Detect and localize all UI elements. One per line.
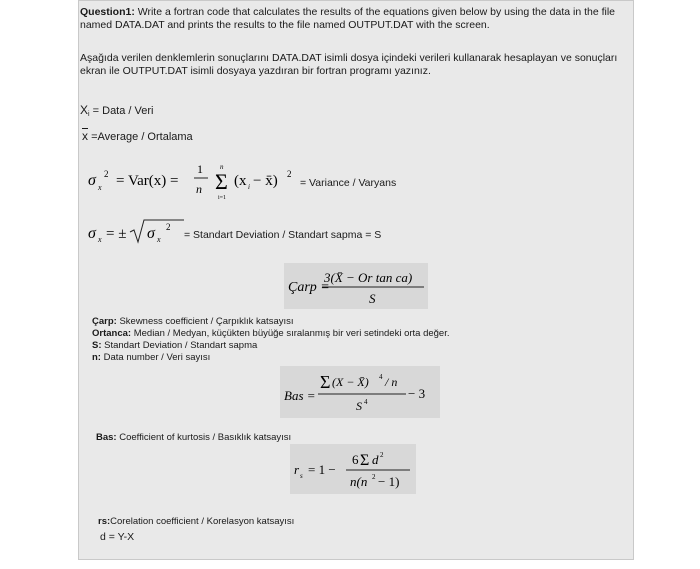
stddev-formula bbox=[84, 212, 194, 252]
note-ortanca: Ortanca: Median / Medyan, küçükten büyüğe sıralanmış bir veri setindeki orta değer. bbox=[92, 328, 450, 339]
svg-text:s: s bbox=[300, 472, 303, 480]
note-bas: Bas: Coefficient of kurtosis / Basıklık katsayısı bbox=[96, 432, 292, 443]
svg-text:Σ: Σ bbox=[360, 452, 370, 469]
svg-text:1: 1 bbox=[197, 162, 203, 176]
svg-text:n(n: n(n bbox=[350, 474, 368, 489]
svg-text:= 1 −: = 1 − bbox=[308, 462, 336, 477]
svg-text:2: 2 bbox=[166, 222, 171, 232]
svg-text:6: 6 bbox=[352, 452, 359, 467]
svg-text:2: 2 bbox=[372, 473, 376, 481]
svg-text:Σ: Σ bbox=[320, 372, 331, 392]
svg-text:= ±: = ± bbox=[106, 226, 127, 242]
turkish-instruction: Aşağıda verilen denklemlerin sonuçlarını DATA.DAT isimli dosya içindeki verileri kullanarak hesaplayan ve sonuçları ekran ile OUTPUT.DAT isimli dosyaya yazdıran bir fortran programı yazınız. bbox=[80, 52, 618, 77]
correlation-formula bbox=[290, 444, 416, 494]
variance-formula bbox=[84, 155, 324, 207]
note-s: S: Standart Deviation / Standart sapma bbox=[92, 340, 258, 351]
svg-text:2: 2 bbox=[104, 169, 109, 179]
kurtosis-lhs: Bas = bbox=[284, 388, 316, 403]
note-d: d = Y-X bbox=[100, 531, 135, 543]
xbar-definition: $\overline{x}$ =Average / Ortalama bbox=[82, 129, 193, 143]
skew-denominator: S bbox=[369, 291, 376, 306]
question-text bbox=[80, 6, 620, 32]
svg-text:− 1): − 1) bbox=[378, 474, 400, 489]
note-carp: Çarp: Skewness coefficient / Çarpıklık katsayısı bbox=[92, 316, 294, 327]
stddev-label: = Standart Deviation / Standart sapma = S bbox=[184, 229, 382, 241]
svg-text:i: i bbox=[248, 183, 250, 191]
question-label: Question1: bbox=[80, 6, 135, 18]
svg-text:2: 2 bbox=[287, 169, 292, 179]
svg-text:− x̄): − x̄) bbox=[253, 173, 278, 189]
skew-formula bbox=[284, 263, 428, 309]
xi-definition: Xi = Data / Veri bbox=[80, 103, 154, 118]
svg-text:σ: σ bbox=[147, 225, 155, 242]
kurtosis-tail: − 3 bbox=[408, 386, 426, 401]
svg-text:x: x bbox=[98, 235, 102, 244]
svg-text:d: d bbox=[372, 452, 379, 467]
svg-text:n: n bbox=[220, 163, 224, 171]
variance-label: = Variance / Varyans bbox=[300, 177, 397, 189]
xi-definition-text: = Data / Veri bbox=[92, 105, 154, 117]
xbar-definition-text: =Average / Ortalama bbox=[91, 131, 193, 143]
note-n: n: Data number / Veri sayısı bbox=[92, 352, 211, 363]
svg-text:= Var(x) =: = Var(x) = bbox=[116, 173, 179, 189]
svg-text:i=1: i=1 bbox=[218, 195, 227, 201]
svg-text:x: x bbox=[157, 235, 161, 244]
svg-text:/ n: / n bbox=[385, 375, 398, 389]
svg-text:2: 2 bbox=[380, 451, 384, 459]
svg-text:(x: (x bbox=[234, 173, 247, 189]
svg-text:n: n bbox=[196, 182, 202, 196]
svg-text:4: 4 bbox=[364, 398, 368, 406]
kurtosis-formula bbox=[280, 366, 440, 418]
svg-text:r: r bbox=[294, 462, 300, 477]
question-body: Write a fortran code that calculates the results of the equations given below by using the data in the file named DATA.DAT and prints the results to the file named OUTPUT.DAT with the screen. bbox=[80, 6, 616, 31]
svg-text:S: S bbox=[356, 399, 362, 413]
skew-lhs: Çarp = bbox=[288, 280, 330, 295]
svg-text:(X − X̄): (X − X̄) bbox=[332, 375, 369, 389]
svg-text:x: x bbox=[98, 183, 102, 192]
svg-text:σ: σ bbox=[88, 172, 96, 189]
svg-text:4: 4 bbox=[379, 373, 383, 381]
skew-numerator: 3(X̄ − Or tan ca) bbox=[324, 270, 413, 285]
note-rs: rs:Corelation coefficient / Korelasyon katsayısı bbox=[98, 516, 295, 527]
svg-text:Σ: Σ bbox=[215, 169, 228, 194]
svg-text:σ: σ bbox=[88, 225, 96, 242]
